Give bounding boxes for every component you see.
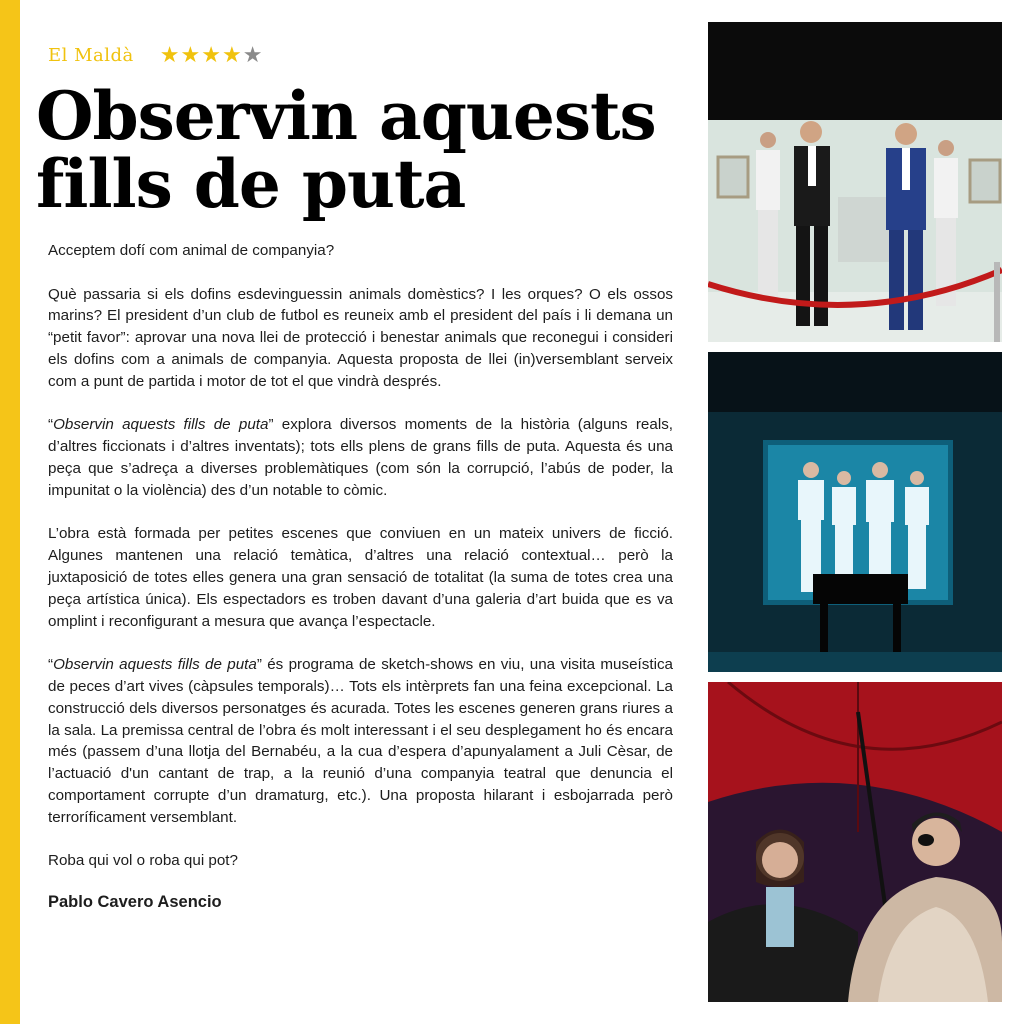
star-filled-icon: ★	[222, 42, 242, 67]
accent-bar	[0, 0, 20, 1024]
paragraph-verdict: “Observin aquests fills de puta” és programa de sketch-shows en viu, una visita museística de peces d’art vives (càpsules temporals)… Tots els intèrprets fan una feina excepcional. La construcció dels diversos personatges és acurada. Totes les escenes generen grans riures a la sala. La premissa central de l’obra és molt interessant i el seu desplegament ho és encara més (passem d’una llotja del Bernabéu, a la cua d’espera d’apunyalament a Juli Cèsar, de l’actuació d'un cantant de trap, a la reunió d’una companyia teatral que denuncia el comportament corrupte d’un dramaturg, etc.). Una proposta hilarant i esbojarrada però terroríficament versemblant.	[48, 656, 673, 826]
paragraph-structure: L’obra està formada per petites escenes que conviuen en un mateix univers de ficció. Algunes mantenen una relació temàtica, d’altres una relació contextual… però la juxtaposició de totes elles genera una gran sensació de totalitat (la suma de totes crea una peça artística única). Els espectadors es troben davant d’una galeria d’art buida que es va omplint i reconfigurant a mesura que avança l’espectacle.	[48, 525, 673, 630]
star-filled-icon: ★	[180, 42, 201, 67]
show-title-italic: Observin aquests fills de puta	[53, 416, 269, 434]
stage-photo-umbrella	[708, 682, 1002, 1002]
star-empty-icon: ★	[242, 42, 263, 67]
title-line-2: fills de puta	[36, 145, 466, 223]
star-filled-icon: ★	[201, 42, 221, 67]
title-line-1: Observin aquests	[36, 77, 656, 155]
author-name: Pablo Cavero Asencio	[48, 892, 222, 911]
paragraph-closing-question: Roba qui vol o roba qui pot?	[48, 852, 238, 870]
star-rating	[160, 44, 263, 66]
paragraph-intro-question: Acceptem dofí com animal de companyia?	[48, 242, 335, 259]
stage-photo-suits	[708, 22, 1002, 342]
page-title	[36, 77, 696, 223]
star-filled-icon: ★	[159, 42, 180, 67]
paragraph-themes: “Observin aquests fills de puta” explora diversos moments de la història (alguns reals, d’altres ficcionats i d’altres inventats); tots ells plens de grans fills de puta. Aquesta és una peça que s’adreça a diverses problemàtiques (com són la corrupció, l’abús de poder, la impunitat o la violència) des d’un notable to còmic.	[48, 416, 674, 499]
review-header	[48, 44, 262, 66]
venue-name: El Maldà	[48, 44, 134, 66]
review-body	[48, 240, 673, 936]
stage-photo-blue-light	[708, 352, 1002, 672]
paragraph-premise: Què passaria si els dofins esdevinguessin animals domèstics? I les orques? O els ossos marins? El president d’un club de futbol es reuneix amb el president del país i li demana un “petit favor”: aprovar una nova llei de protecció i benestar animals que reconegui i consideri els dofins com a animals de companyia. Aquesta proposta de llei (in)versemblant serveix com a punt de partida i motor de tot el que vindrà després.	[48, 285, 673, 390]
show-title-italic: Observin aquests fills de puta	[53, 656, 257, 674]
